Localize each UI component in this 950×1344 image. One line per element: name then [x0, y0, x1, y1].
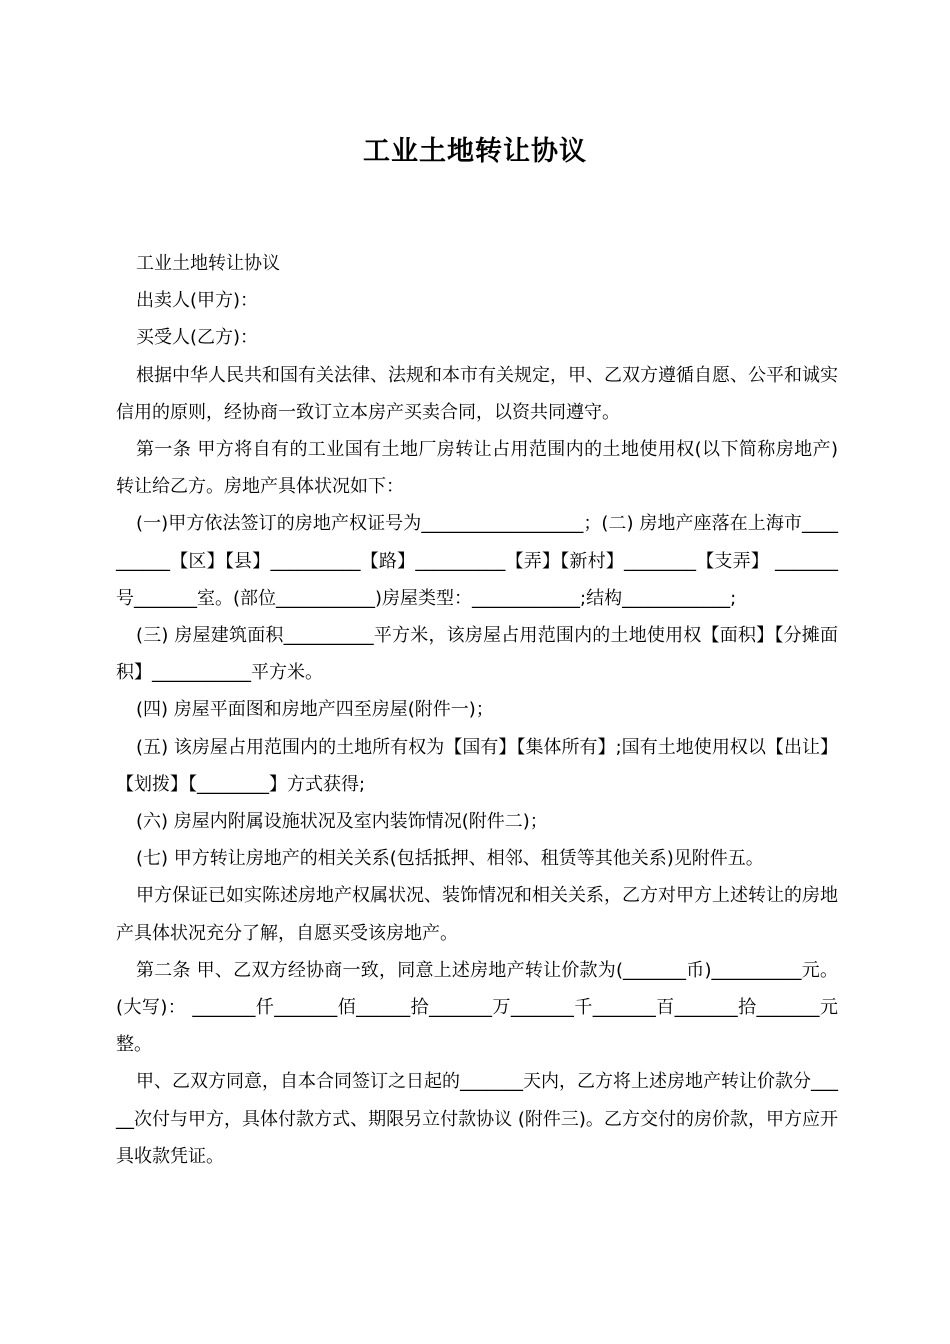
- paragraph-item-7: (七) 甲方转让房地产的相关关系(包括抵押、相邻、租赁等其他关系)见附件五。: [136, 848, 764, 870]
- document-body: [116, 245, 838, 1175]
- paragraph-payment: 甲、乙双方同意，自本合同签订之日起的_______天内，乙方将上述房地产转让价款分_____次付与甲方，具体付款方式、期限另立付款协议 (附件三)。乙方交付的房价款，甲方应开具收款凭证。: [116, 1071, 838, 1167]
- paragraph-item-5: (五) 该房屋占用范围内的土地所有权为【国有】【集体所有】;国有土地使用权以【出让】【划拨】【________】方式获得;: [116, 736, 838, 795]
- paragraph-article-1: 第一条 甲方将自有的工业国有土地厂房转让占用范围内的土地使用权(以下简称房地产)转让给乙方。房地产具体状况如下：: [116, 439, 838, 498]
- paragraph-seller: 出卖人(甲方)：: [136, 290, 259, 312]
- paragraph-warranty: 甲方保证已如实陈述房地产权属状况、装饰情况和相关关系，乙方对甲方上述转让的房地产具体状况充分了解，自愿买受该房地产。: [116, 885, 838, 944]
- document-title: 工业土地转让协议: [363, 136, 587, 167]
- paragraph-heading: 工业土地转让协议: [136, 253, 280, 274]
- paragraph-preamble: 根据中华人民共和国有关法律、法规和本市有关规定，甲、乙双方遵循自愿、公平和诚实信用的原则，经协商一致订立本房产买卖合同，以资共同遵守。: [116, 364, 838, 423]
- paragraph-buyer: 买受人(乙方)：: [136, 327, 259, 349]
- paragraph-article-2: 第二条 甲、乙双方经协商一致，同意上述房地产转让价款为(_______币)__________元。(大写)： _______仟_______佰______拾_______万_______千_______百_______拾_______元整。: [116, 959, 838, 1056]
- paragraph-item-3: (三) 房屋建筑面积__________平方米，该房屋占用范围内的土地使用权【面积】【分摊面积】___________平方米。: [116, 625, 838, 684]
- paragraph-item-4: (四) 房屋平面图和房地产四至房屋(附件一)；: [136, 699, 494, 721]
- paragraph-item-6: (六) 房屋内附属设施状况及室内装饰情况(附件二)；: [136, 811, 548, 833]
- paragraph-item-1-2: (一)甲方依法签订的房地产权证号为__________________；(二) 房地产座落在上海市__________【区】【县】__________【路】__________【弄】【新村】________【支弄】 _______号_______室。(部位___________)房屋类型：____________;结构____________;: [116, 513, 838, 609]
